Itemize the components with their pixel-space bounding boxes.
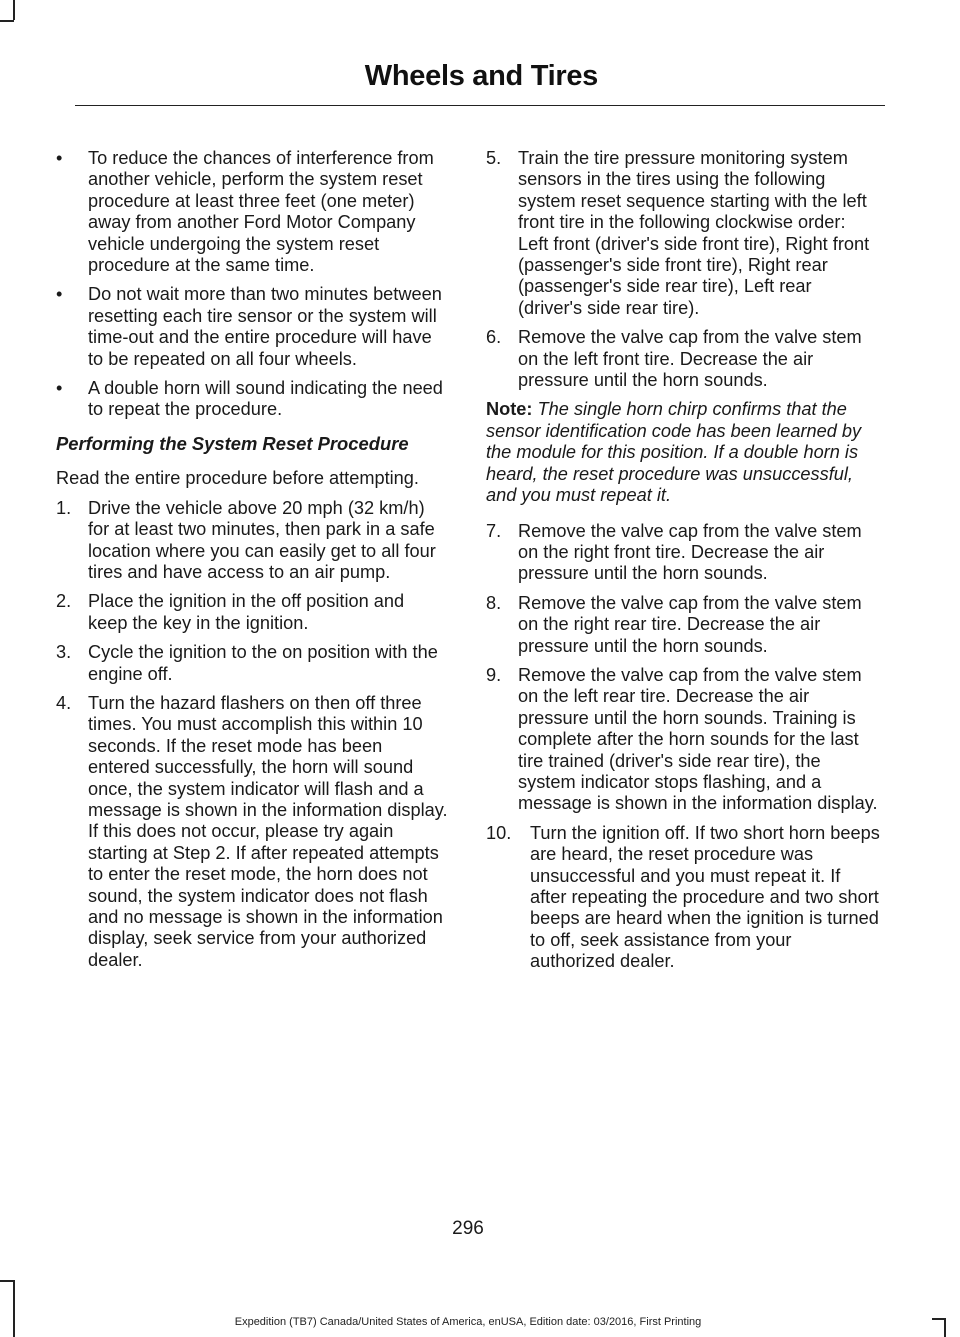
step-text: Remove the valve cap from the valve stem on the right front tire. Decrease the air pressure until the horn sounds.	[518, 520, 862, 584]
step-item	[56, 693, 448, 971]
list-item	[56, 378, 448, 421]
step-text: Turn the hazard flashers on then off three times. You must accomplish this within 10 seconds. If the reset mode has been entered successfully, the horn will sound once, the system indicator will flash and a message is shown in the information display. If this does not occur, please try again starting at Step 2. If after repeated attempts to enter the reset mode, the horn does not sound, the system indicator does not flash and no message is shown in the information display, seek service from your authorized dealer.	[88, 692, 448, 970]
step-number: 5.	[486, 148, 502, 168]
step-number: 4.	[56, 692, 72, 713]
step-text: Remove the valve cap from the valve stem on the right rear tire. Decrease the air pressure until the horn sounds.	[518, 592, 862, 656]
step-item	[486, 593, 880, 657]
step-number: 6.	[486, 327, 502, 348]
step-item	[486, 327, 880, 391]
note-text: The single horn chirp confirms that the sensor identification code has been learned by the module for this position. If a double horn is heard, the reset procedure was unsuccessful, and you must repeat it.	[486, 399, 862, 506]
note-label: Note:	[486, 399, 533, 420]
crop-mark-top-left-h	[0, 20, 14, 22]
bullet-marker: •	[56, 148, 63, 168]
bullet-marker: •	[56, 378, 63, 399]
section-heading: Performing the System Reset Procedure	[56, 432, 409, 454]
note-block	[486, 399, 880, 506]
bullet-text: To reduce the chances of interference from another vehicle, perform the system reset procedure at least three feet (one meter) away from another Ford Motor Company vehicle undergoing the system reset procedure at the same time.	[88, 148, 434, 276]
step-text: Remove the valve cap from the valve stem on the left rear tire. Decrease the air pressure until the horn sounds. Training is complete after the horn sounds for the last tire trained (driver's side rear tire), the system indicator stops flashing, and a message is shown in the information display.	[518, 664, 878, 814]
step-number: 3.	[56, 642, 72, 663]
intro-paragraph: Read the entire procedure before attempting.	[56, 468, 419, 489]
crop-mark-bottom-left-v	[13, 1280, 15, 1337]
step-number: 7.	[486, 520, 502, 541]
step-number: 10.	[486, 822, 512, 843]
step-number: 2.	[56, 591, 72, 612]
footer-text: Expedition (TB7) Canada/United States of America, enUSA, Edition date: 03/2016, First Printing	[234, 1316, 702, 1328]
step-text: Cycle the ignition to the on position with the engine off.	[88, 642, 438, 684]
step-number: 9.	[486, 664, 502, 685]
list-item	[56, 148, 448, 276]
crop-mark-top-left-v	[13, 0, 15, 20]
step-text: Place the ignition in the off position and keep the key in the ignition.	[88, 591, 405, 633]
crop-mark-bottom-left-h	[0, 1280, 14, 1282]
step-text: Train the tire pressure monitoring system sensors in the tires using the following system reset sequence starting with the left front tire in the following clockwise order: Left front (driver's side front tire), Right front (passenger's side front tire), Right rear (passenger's side rear tire), Left rear (driver's side rear tire).	[518, 148, 870, 318]
crop-mark-bottom-right-v	[944, 1318, 946, 1337]
right-column	[486, 148, 880, 981]
header-divider	[75, 105, 885, 106]
list-item	[56, 284, 448, 370]
bullet-text: Do not wait more than two minutes between resetting each tire sensor or the system will time-out and the entire procedure will have to be repeated on all four wheels.	[88, 284, 442, 369]
step-item	[486, 665, 880, 815]
step-item	[56, 591, 448, 634]
step-item	[486, 823, 880, 973]
page-title: Wheels and Tires	[364, 60, 598, 92]
step-number: 1.	[56, 497, 72, 518]
bullet-text: A double horn will sound indicating the need to repeat the procedure.	[88, 378, 443, 420]
step-item	[56, 642, 448, 685]
step-number: 8.	[486, 592, 502, 613]
bullet-marker: •	[56, 284, 63, 305]
left-column	[56, 148, 448, 979]
step-text: Turn the ignition off. If two short horn beeps are heard, the reset procedure was unsuccessful and you must repeat it. If after repeating the procedure and two short beeps are heard when the ignition is turned to off, seek assistance from your authorized dealer.	[530, 822, 880, 972]
page-number: 296	[452, 1218, 484, 1239]
step-text: Remove the valve cap from the valve stem on the left front tire. Decrease the air pressure until the horn sounds.	[518, 327, 862, 391]
step-item	[486, 148, 880, 319]
step-item	[486, 521, 880, 585]
step-text: Drive the vehicle above 20 mph (32 km/h) for at least two minutes, then park in a safe location where you can easily get to all four tires and have access to an air pump.	[88, 497, 436, 582]
step-item	[56, 498, 448, 584]
